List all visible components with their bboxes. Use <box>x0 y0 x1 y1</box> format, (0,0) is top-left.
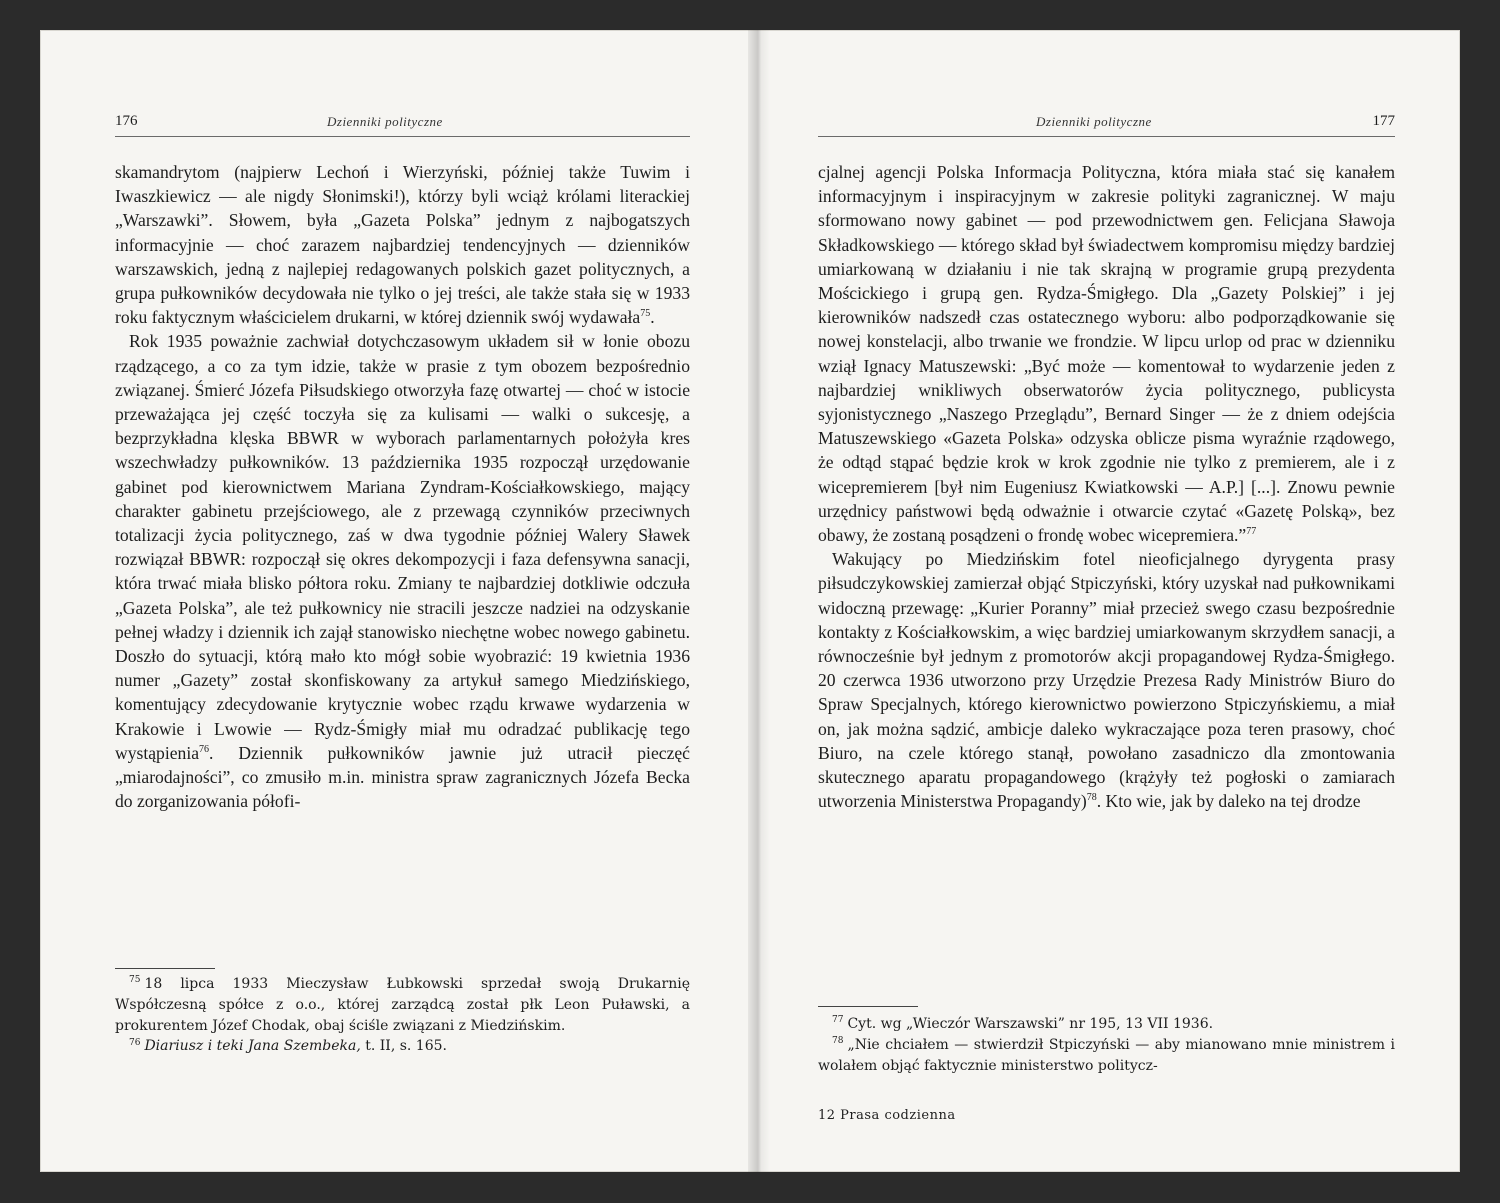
footnote-mark[interactable]: 77 <box>1246 526 1257 538</box>
paragraph: cjalnej agencji Polska Informacja Polityczna, która miała stać się kanałem informacyjnym i inspiracyjnym w zakresie polityki zagranicznej. W maju sformowano nowy gabinet — pod przewodnictwem gen. Felicjana Sławoja Składkowskiego — którego skład był świadectwem kompromisu między bardziej umiarkowaną w działaniu i nie tak skrajną w programie grupą prezydenta Mościckiego i grupą gen. Rydza-Śmigłego. Dla „Gazety Polskiej” i jej kierowników nadszedł czas ostatecznego wyboru: albo podporządkowanie się nowej konstelacji, albo trwanie we frondzie. W lipcu urlop od prac w dzienniku wziął Ignacy Matuszewski: „Być może — komentował to wydarzenie jeden z najbardziej wnikliwych obserwatorów życia politycznego, publicysta syjonistycznego „Naszego Przeglądu”, Bernard Singer — że z dniem odejścia Matuszewskiego «Gazeta Polska» odzyska oblicze pisma wyraźnie rządowego, że odtąd stąpać będzie krok w krok zgodnie nie tylko z premierem, ale i z wicepremierem [był nim Eugeniusz Kwiatkowski — A.P.] [...]. Znowu pewnie urzędnicy państwowi będą odważnie i otwarcie czytać «Gazetę Polską», bez obawy, że zostaną posądzeni o frondę wobec wicepremiera.”$^{77}$ <box>818 162 1395 546</box>
book-gutter <box>748 30 770 1172</box>
right-page <box>818 30 1395 1172</box>
right-footnotes <box>818 1014 1395 1076</box>
footnote: $^{77}$ Cyt. wg „Wieczór Warszawski” nr 195, 13 VII 1936. <box>832 1015 1214 1032</box>
page-number: 177 <box>1372 113 1395 129</box>
right-body-text <box>818 160 1395 813</box>
footnote-mark[interactable]: 75 <box>640 308 651 320</box>
paragraph: skamandrytom (najpierw Lechoń i Wierzyński, później także Tuwim i Iwaszkiewicz — ale nigdy Słonimski!), którzy byli wciąż królami literackiej „Warszawki”. Słowem, była „Gazeta Polska” jednym z najbogatszych informacyjnie — choć zarazem najbardziej tendencyjnych — dzienników warszawskich, jedną z najlepiej redagowanych polskich gazet politycznych, a grupa pułkowników decydowała nie tylko o jej treści, ale także stała się w 1933 roku faktycznym właścicielem drukarni, w której dziennik swój wydawała$^{75}$. <box>115 162 690 328</box>
footnote: $^{78}$ „Nie chciałem — stwierdził Stpiczyński — aby mianowano mnie ministrem i wolałem objąć faktycznie ministerstwo politycz- <box>818 1036 1395 1074</box>
footnote: $^{75}$ 18 lipca 1933 Mieczysław Łubkowski sprzedał swoją Drukarnię Współczesną spółce z o.o., której zarządcą został płk Leon Puławski, a prokurentem Józef Chodak, obaj ściśle związani z Miedzińskim. <box>115 975 690 1034</box>
footnote: $^{76}$ Diariusz i teki Jana Szembeka, t. II, s. 165. <box>129 1037 447 1055</box>
footnote-mark[interactable]: 78 <box>1086 792 1097 804</box>
left-body-text <box>115 160 690 813</box>
printer-signature: 12 Prasa codzienna <box>818 1108 956 1123</box>
running-title: Dzienniki polityczne <box>1036 114 1152 129</box>
footnote-mark[interactable]: 76 <box>199 744 210 756</box>
book-spread <box>40 30 1460 1172</box>
left-page <box>115 30 690 1172</box>
paragraph: Rok 1935 poważnie zachwiał dotychczasowym układem sił w łonie obozu rządzącego, a co za tym idzie, także w prasie z tym obozem bezpośrednio związanej. Śmierć Józefa Piłsudskiego otworzyła fazę otwartej — choć w istocie przeważająca jej część toczyła się za kulisami — walki o sukcesję, a bezprzykładna klęska BBWR w wyborach parlamentarnych położyła kres wszechwładzy pułkowników. 13 października 1935 rozpoczął urzędowanie gabinet pod kierownictwem Mariana Zyndram-Kościałkowskiego, mający charakter gabinetu przejściowego, ale z przewagą czynników przeciwnych totalizacji życia politycznego, zaś w dwa tygodnie później Walery Sławek rozwiązał BBWR: rozpoczął się okres dekompozycji i faza defensywna sanacji, która trwać miała blisko półtora roku. Zmiany te najbardziej dotkliwie odczuła „Gazeta Polska”, ale też pułkownicy nie stracili jeszcze nadziei na odzyskanie pełnej władzy i dziennik ich zajął stanowisko niechętne wobec nowego gabinetu. Doszło do sytuacji, którą mało kto mógł sobie wyobrazić: 19 kwietnia 1936 numer „Gazety” został skonfiskowany za artykuł samego Miedzińskiego, komentujący zdecydowanie krytycznie wobec rządu krwawe wydarzenia w Krakowie i Lwowie — Rydz-Śmigły miał mu odradzać publikację tego wystąpienia$^{76}$. Dziennik pułkowników jawnie już utracił pieczęć „miarodajności”, co zmusiło m.in. ministra spraw zagranicznych Józefa Becka do zorganizowania półofi- <box>115 331 690 812</box>
footnote-rule <box>115 968 215 969</box>
page-number: 176 <box>115 113 138 129</box>
footnote-rule <box>818 1006 918 1007</box>
left-footnotes <box>115 974 690 1057</box>
paragraph: Wakujący po Miedzińskim fotel nieoficjalnego dyrygenta prasy piłsudczykowskiej zamierzał objąć Stpiczyński, który uzyskał nad pułkownikami widoczną przewagę: „Kurier Poranny” miał przecież swego czasu bezpośrednie kontakty z Kościałkowskim, a więc bardziej umiarkowanym skrzydłem sanacji, a równocześnie był jednym z promotorów akcji propagandowej Rydza-Śmigłego. 20 czerwca 1936 utworzono przy Urzędzie Prezesa Rady Ministrów Biuro do Spraw Specjalnych, którego kierownictwo powierzono Stpiczyńskiemu, a miał on, jak można sądzić, ambicje daleko wykraczające poza teren prasowy, choć Biuro, na czele którego stanął, powołano zasadniczo dla zmontowania skutecznego aparatu propagandowego (krążyły też pogłoski o zamiarach utworzenia Ministerstwa Propagandy)$^{78}$. Kto wie, jak by daleko na tej drodze <box>818 549 1395 812</box>
left-running-head <box>115 110 690 137</box>
right-running-head <box>818 110 1395 137</box>
running-title: Dzienniki polityczne <box>327 114 443 129</box>
